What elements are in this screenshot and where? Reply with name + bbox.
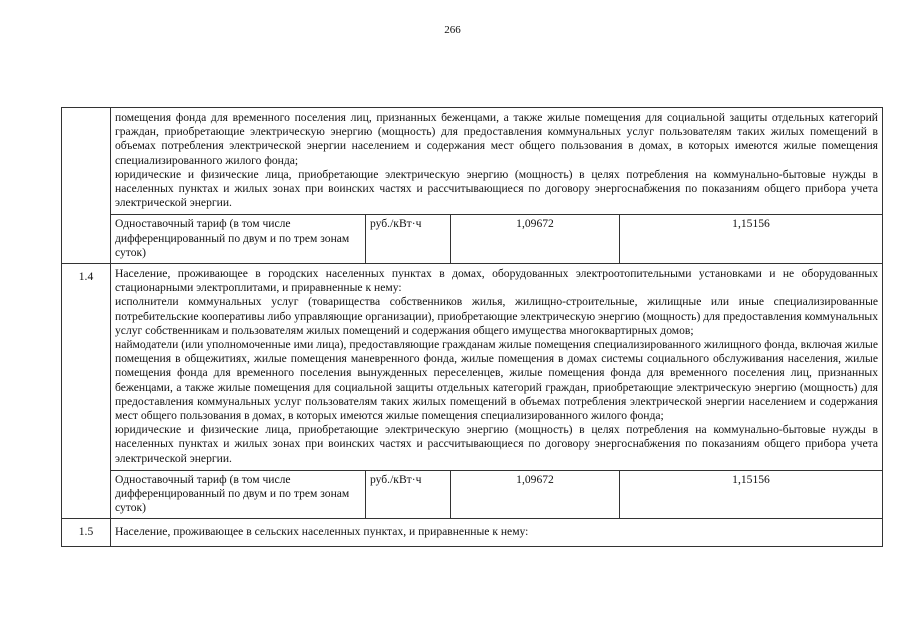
paragraph: наймодатели (или уполномоченные ими лица), предоставляющие гражданам жилые помещения специализированного жилищного фонда, включая жилые помещения в общежитиях, жилые помещения маневренного фонда, жилые помещения в домах системы социального обслуживания населения, жилые помещения фонда для временного поселения вынужденных переселенцев, жилые помещения фонда для временного поселения лиц, признанных беженцами, а также жилые помещения для социальной защиты отдельных категорий граждан, приобретающие электрическую энергию (мощность) для предоставления коммунальных услуг пользователям таких жилых помещений в объемах потребления электрической энергии населением и содержания мест общего пользования в домах, в которых имеются жилые помещения специализированного жилого фонда; — [115, 338, 878, 423]
table-row — [62, 108, 882, 264]
row-number — [62, 108, 111, 264]
paragraph: Население, проживающее в сельских населенных пунктах, и приравненные к нему: — [115, 525, 529, 539]
tariff-name: Одноставочный тариф (в том числе дифференцированный по двум и по трем зонам суток) — [111, 471, 366, 519]
tariff-value-1: 1,09672 — [451, 471, 620, 519]
paragraph: юридические и физические лица, приобретающие электрическую энергию (мощность) в целях потребления на коммунально-бытовые нужды в населенных пунктах и жилых зонах при воинских частях и рассчитывающиеся по договору энергоснабжения по показаниям общего прибора учета электрической энергии. — [115, 167, 878, 210]
tariff-unit: руб./кВт·ч — [366, 215, 451, 263]
row-content — [111, 264, 882, 519]
paragraph: помещения фонда для временного поселения лиц, признанных беженцами, а также жилые помещения для социальной защиты отдельных категорий граждан, приобретающие электрическую энергию (мощность) для предоставления коммунальных услуг пользователям таких жилых помещений в объемах потребления электрической энергии населением и содержания мест общего пользования в домах, в которых имеются жилые помещения специализированного жилого фонда; — [115, 111, 878, 167]
paragraph: Население, проживающее в городских населенных пунктах в домах, оборудованных электроотопительными установками и не оборудованных стационарными электроплитами, и приравненные к нему: — [115, 267, 878, 295]
row-number: 1.4 — [62, 264, 111, 519]
row-description — [111, 108, 882, 215]
tariff-unit: руб./кВт·ч — [366, 471, 451, 519]
tariff-table — [61, 107, 883, 547]
tariff-row — [111, 215, 882, 264]
tariff-row — [111, 471, 882, 520]
page-number: 266 — [444, 24, 461, 36]
row-description — [111, 264, 882, 471]
tariff-value-2: 1,15156 — [732, 472, 770, 486]
row-description — [111, 519, 882, 546]
paragraph: юридические и физические лица, приобретающие электрическую энергию (мощность) в целях потребления на коммунально-бытовые нужды в населенных пунктах и жилых зонах при воинских частях и рассчитывающиеся по договору энергоснабжения по показаниям общего прибора учета электрической энергии. — [115, 423, 878, 465]
tariff-value-2: 1,15156 — [732, 217, 770, 231]
row-number: 1.5 — [62, 519, 111, 546]
table-row — [62, 264, 882, 519]
tariff-name: Одноставочный тариф (в том числе дифференцированный по двум и по трем зонам суток) — [111, 215, 366, 263]
row-content — [111, 519, 882, 546]
tariff-value-1: 1,09672 — [451, 215, 620, 263]
row-content — [111, 108, 882, 264]
table-row — [62, 519, 882, 546]
paragraph: исполнители коммунальных услуг (товарищества собственников жилья, жилищно-строительные, жилищные или иные специализированные потребительские кооперативы либо управляющие организации), приобретающие электрическую энергию (мощность) для предоставления коммунальных услуг собственникам и пользователям жилых помещений и содержания общего имущества многоквартирных домов; — [115, 295, 878, 337]
